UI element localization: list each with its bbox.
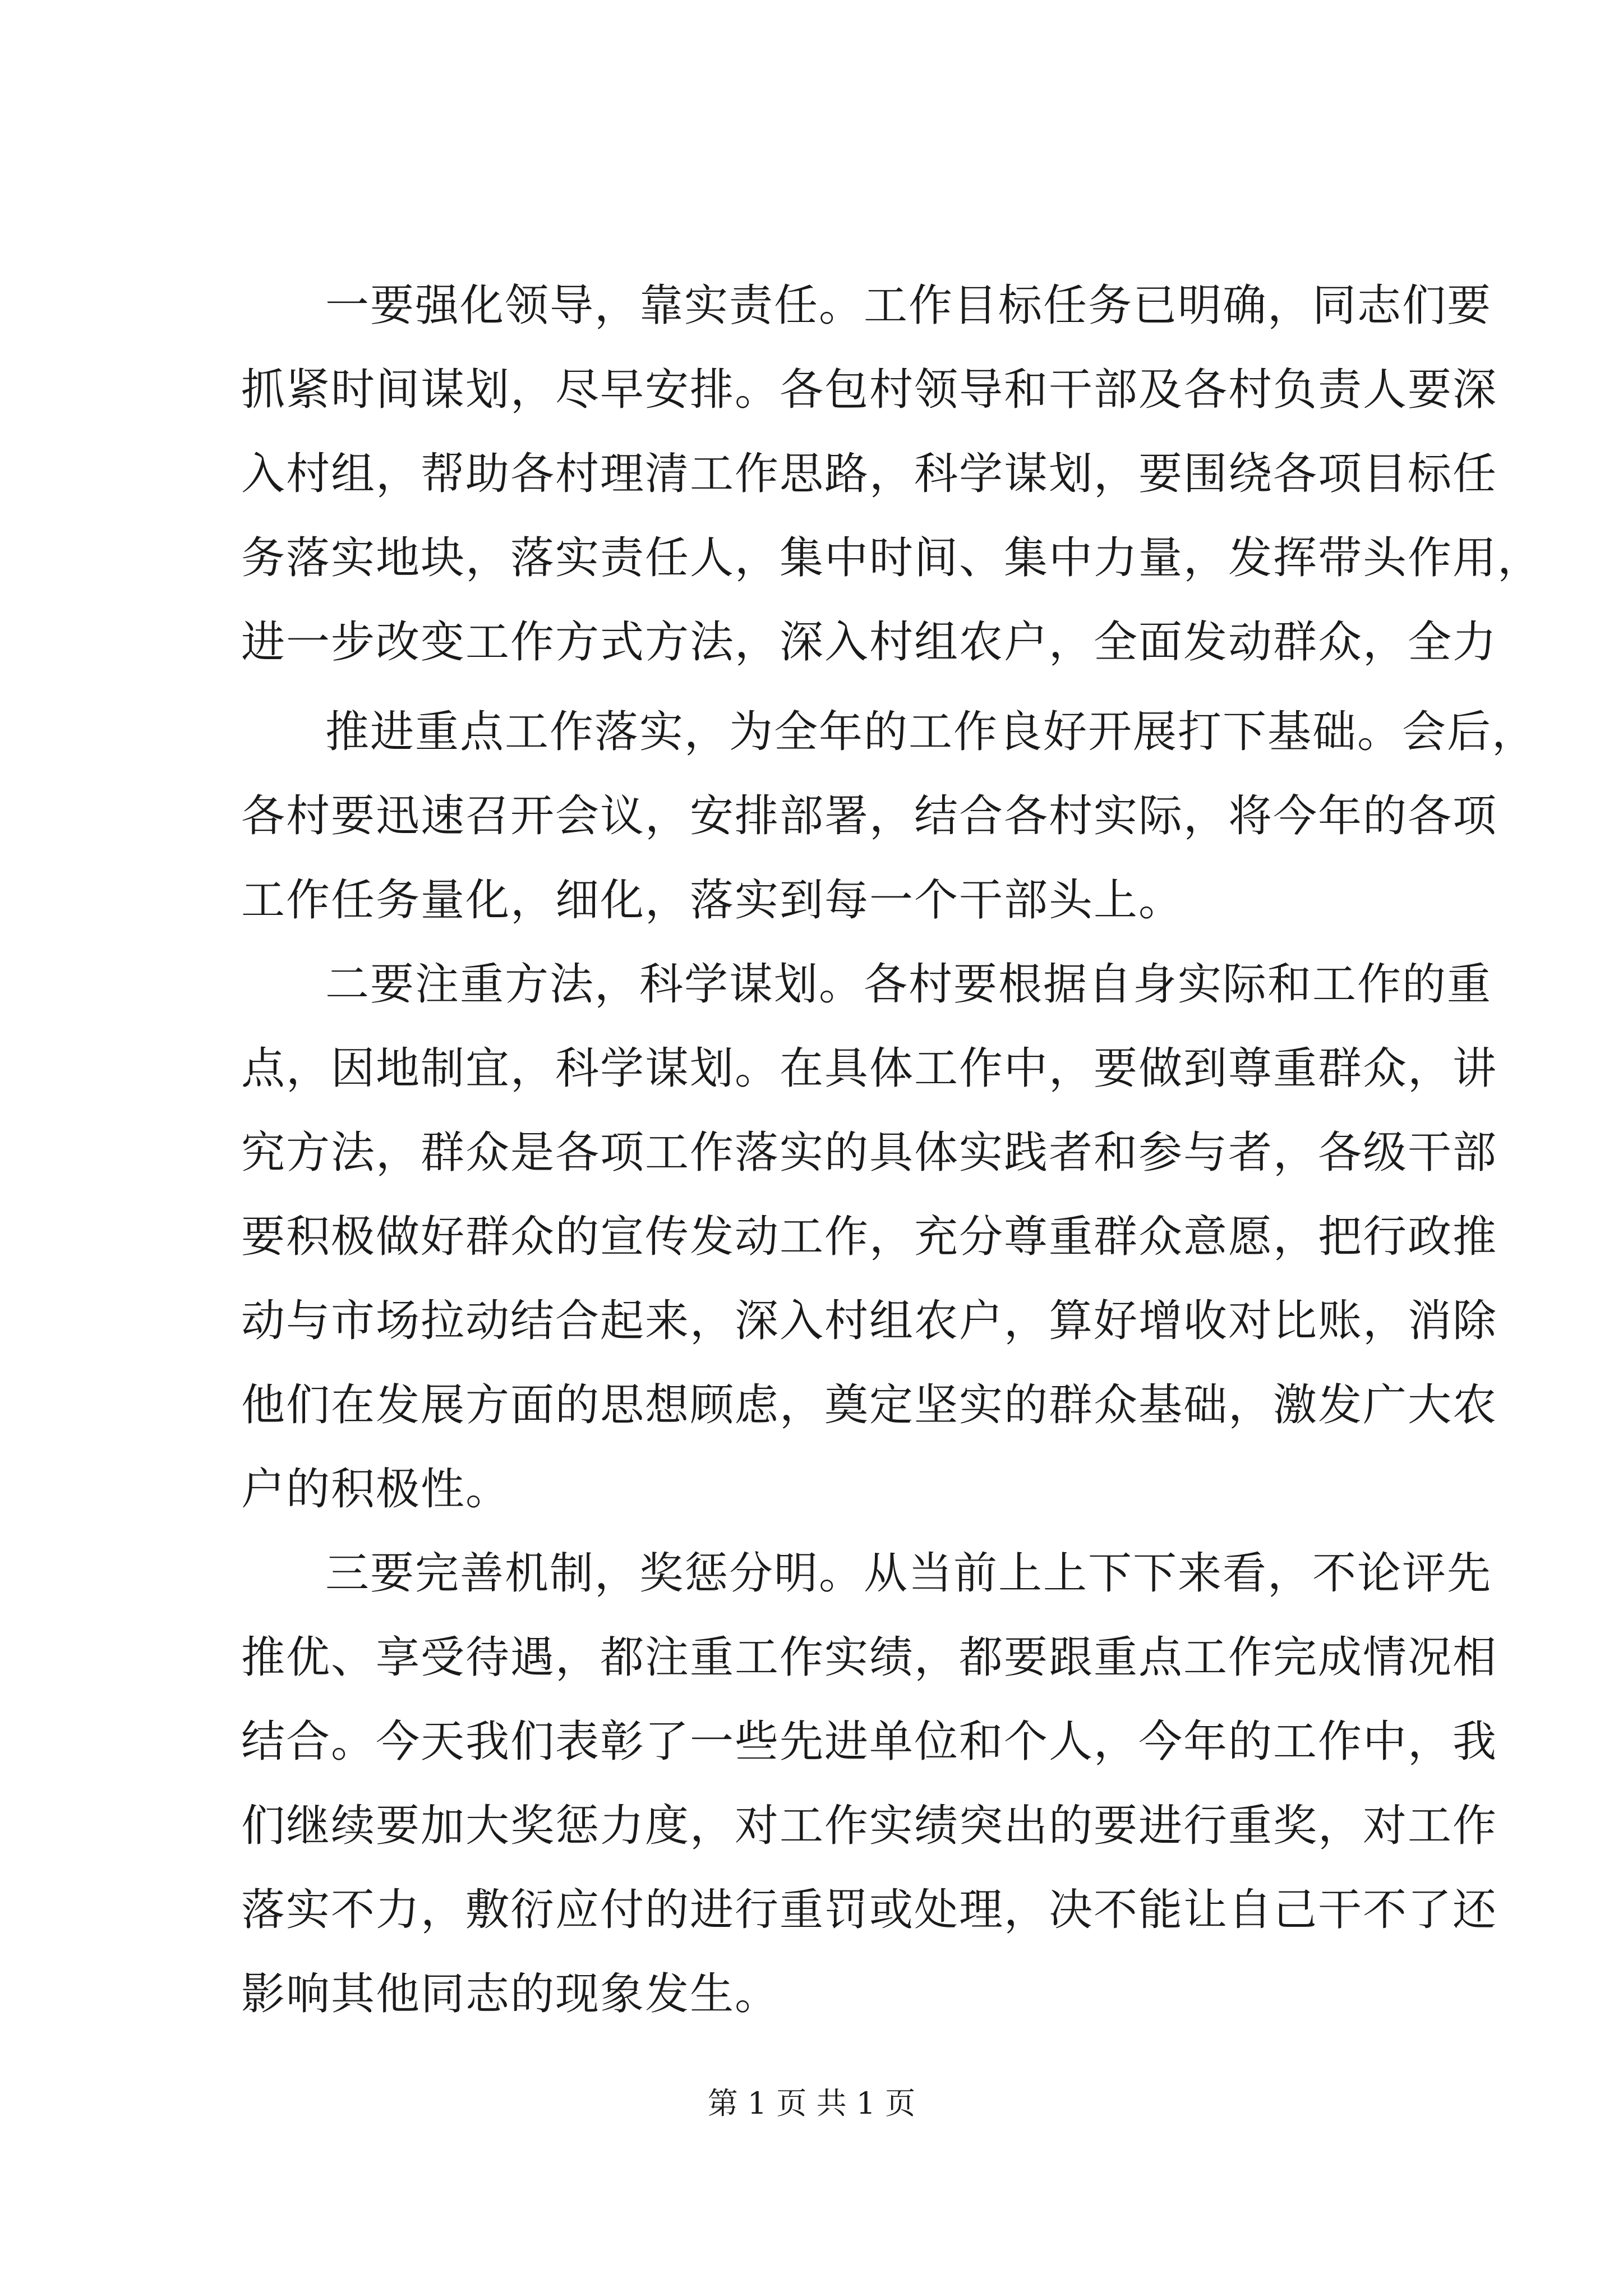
paragraph-2-line-3: 工作任务量化，细化，落实到每一个干部头上。 (241, 875, 1184, 926)
page-footer (0, 2081, 1623, 2126)
paragraph-3-line-2: 点，因地制宜，科学谋划。在具体工作中，要做到尊重群众，讲 (241, 1043, 1498, 1094)
paragraph-3-line-1: 二要注重方法，科学谋划。各村要根据自身实际和工作的重 (325, 959, 1492, 1010)
paragraph-4-line-2: 推优、享受待遇，都注重工作实绩，都要跟重点工作完成情况相 (241, 1632, 1498, 1683)
paragraph-4-line-6: 影响其他同志的现象发生。 (241, 1969, 780, 2019)
paragraph-2-line-2: 各村要迅速召开会议，安排部署，结合各村实际，将今年的各项 (241, 791, 1498, 841)
paragraph-4-line-4: 们继续要加大奖惩力度，对工作实绩突出的要进行重奖，对工作 (241, 1801, 1498, 1851)
paragraph-3-line-6: 他们在发展方面的思想顾虑，奠定坚实的群众基础，激发广大农 (241, 1380, 1498, 1430)
paragraph-4-line-3: 结合。今天我们表彰了一些先进单位和个人，今年的工作中，我 (241, 1717, 1498, 1767)
paragraph-3-line-3: 究方法，群众是各项工作落实的具体实践者和参与者，各级干部 (241, 1128, 1498, 1178)
paragraph-1-line-1: 一要强化领导，靠实责任。工作目标任务已明确，同志们要 (325, 280, 1492, 331)
paragraph-1-line-5: 进一步改变工作方式方法，深入村组农户，全面发动群众，全力 (241, 617, 1498, 668)
paragraph-4-line-5: 落实不力，敷衍应付的进行重罚或处理，决不能让自己干不了还 (241, 1885, 1498, 1935)
paragraph-3-line-5: 动与市场拉动结合起来，深入村组农户，算好增收对比账，消除 (241, 1296, 1498, 1346)
paragraph-1-line-3: 入村组，帮助各村理清工作思路，科学谋划，要围绕各项目标任 (241, 449, 1498, 499)
document-body (241, 264, 1543, 2036)
paragraph-1-line-2: 抓紧时间谋划，尽早安排。各包村领导和干部及各村负责人要深 (241, 365, 1498, 415)
paragraph-3-line-4: 要积极做好群众的宣传发动工作，充分尊重群众意愿，把行政推 (241, 1212, 1498, 1262)
page-number-label: 第 1 页 共 1 页 (707, 2086, 916, 2121)
paragraph-3-line-7: 户的积极性。 (241, 1464, 511, 1515)
paragraph-2-line-1: 推进重点工作落实，为全年的工作良好开展打下基础。会后， (325, 707, 1537, 757)
paragraph-4-line-1: 三要完善机制，奖惩分明。从当前上上下下来看，不论评先 (325, 1548, 1492, 1599)
paragraph-1-line-4: 务落实地块，落实责任人，集中时间、集中力量，发挥带头作用， (241, 533, 1543, 583)
